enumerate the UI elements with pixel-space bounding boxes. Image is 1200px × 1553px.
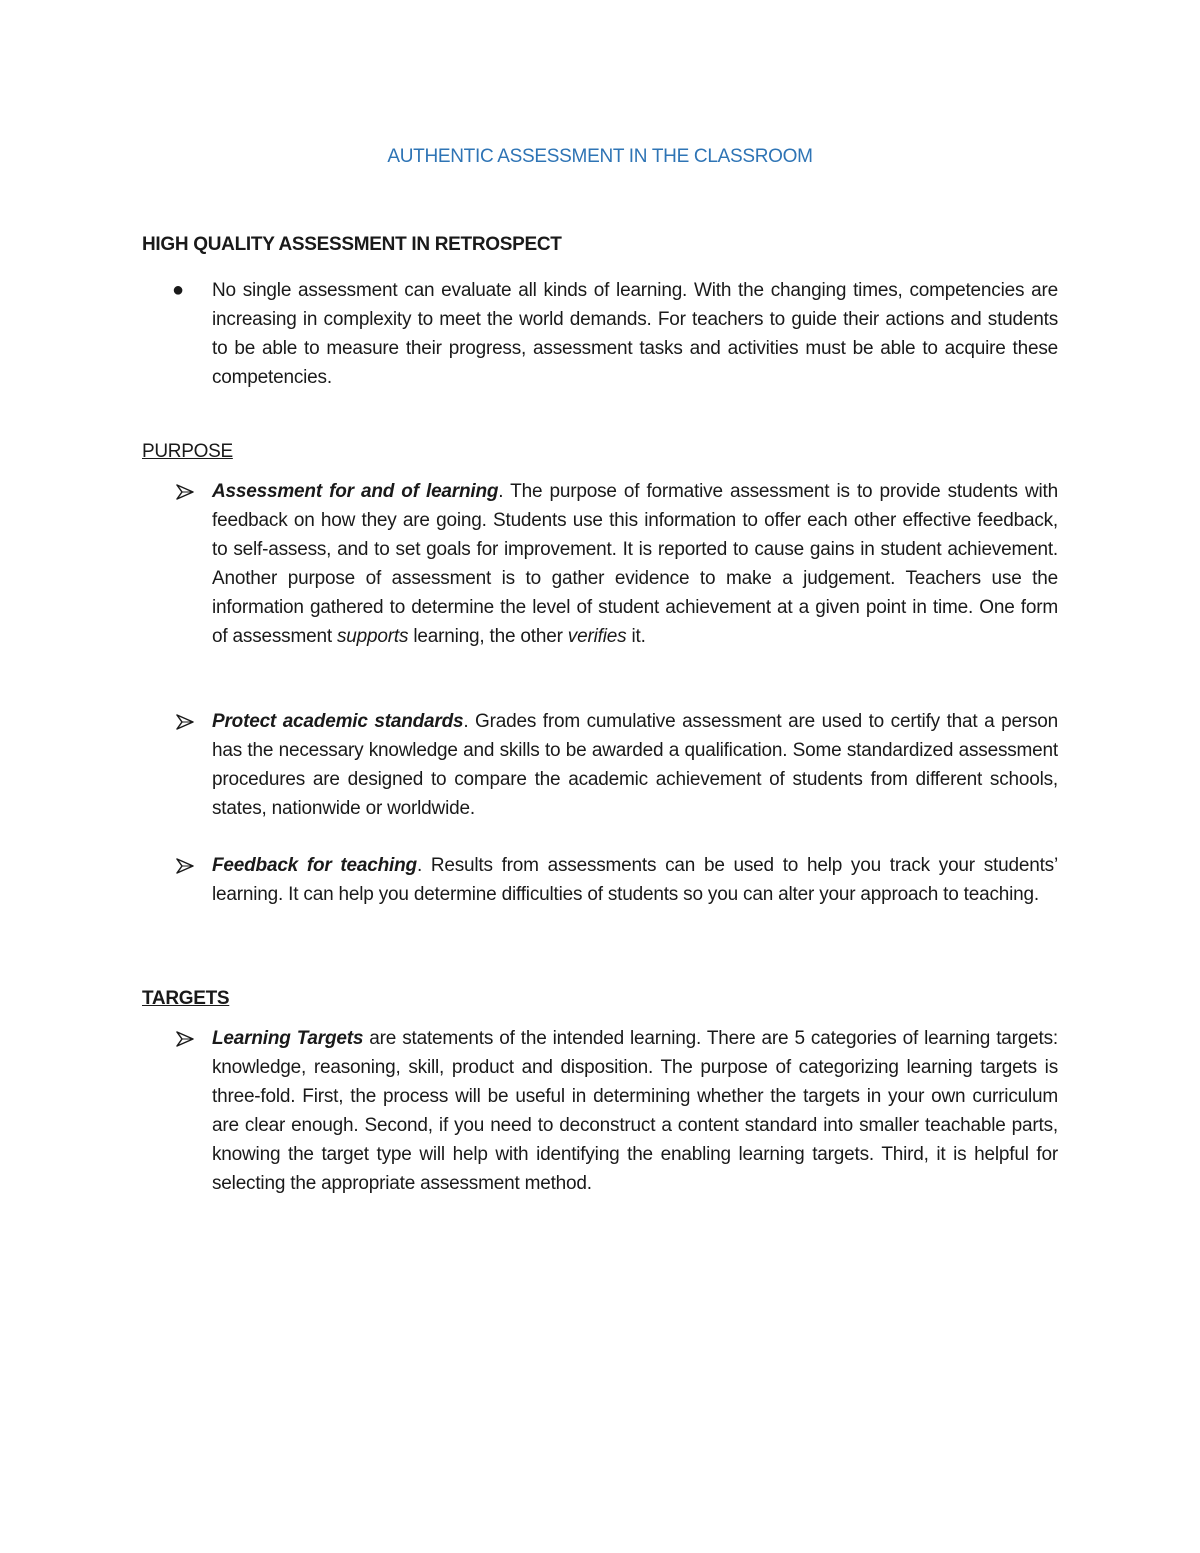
list-item	[212, 276, 1058, 392]
list-item	[212, 707, 1058, 823]
arrow-bullet-icon	[176, 851, 194, 874]
list-item	[212, 477, 1058, 651]
item-text: . Grades from cumulative assessment are used to certify that a person has the necessary knowledge and skills to be awarded a qualification. Some standardized assessment procedures are designed to compare the academic achievement of students from different schools, states, nationwide or worldwide.	[212, 711, 1058, 819]
item-text: . The purpose of formative assessment is to provide students with feedback on how they are going. Students use this information to offer each other effective feedback, to self-assess, and to set goals for improvement. It is reported to cause gains in student achievement. Another purpose of assessment is to gather evidence to make a judgement. Teachers use the information gathered to determine the level of student achievement at a given point in time. One form of assessment	[212, 481, 1058, 647]
item-text: learning, the other	[408, 626, 568, 647]
item-emphasis: verifies	[567, 626, 627, 647]
list-item	[212, 1024, 1058, 1198]
item-term: Protect academic standards	[212, 711, 464, 732]
item-term: Learning Targets	[212, 1028, 364, 1049]
item-text: are statements of the intended learning. There are 5 categories of learning targets: knowledge, reasoning, skill, product and disposition. The purpose of categorizing learning targets is three-fold. First, the process will be useful in determining whether the targets in your own curriculum are clear enough. Second, if you need to deconstruct a content standard into smaller teachable parts, knowing the target type will help with identifying the enabling learning targets. Third, it is helpful for selecting the appropriate assessment method.	[212, 1028, 1058, 1194]
item-text: No single assessment can evaluate all kinds of learning. With the changing times, competencies are increasing in complexity to meet the world demands. For teachers to guide their actions and students to be able to measure their progress, assessment tasks and activities must be able to acquire these competencies.	[212, 280, 1058, 388]
item-term: Feedback for teaching	[212, 855, 417, 876]
arrow-bullet-icon	[176, 1024, 194, 1047]
section-heading-retrospect: HIGH QUALITY ASSESSMENT IN RETROSPECT	[142, 234, 562, 255]
item-text: . Results from assessments can be used to help you track your students’ learning. It can help you determine difficulties of students so you can alter your approach to teaching.	[212, 855, 1058, 905]
item-text: it.	[626, 626, 646, 647]
document-title: AUTHENTIC ASSESSMENT IN THE CLASSROOM	[387, 146, 813, 167]
item-emphasis: supports	[336, 626, 409, 647]
list-item	[212, 851, 1058, 909]
arrow-bullet-icon	[176, 707, 194, 730]
round-bullet-icon: ●	[172, 279, 185, 301]
section-heading-targets: TARGETS	[142, 988, 230, 1009]
arrow-bullet-icon	[176, 477, 194, 500]
item-term: Assessment for and of learning	[212, 481, 499, 502]
section-heading-purpose: PURPOSE	[142, 441, 233, 462]
